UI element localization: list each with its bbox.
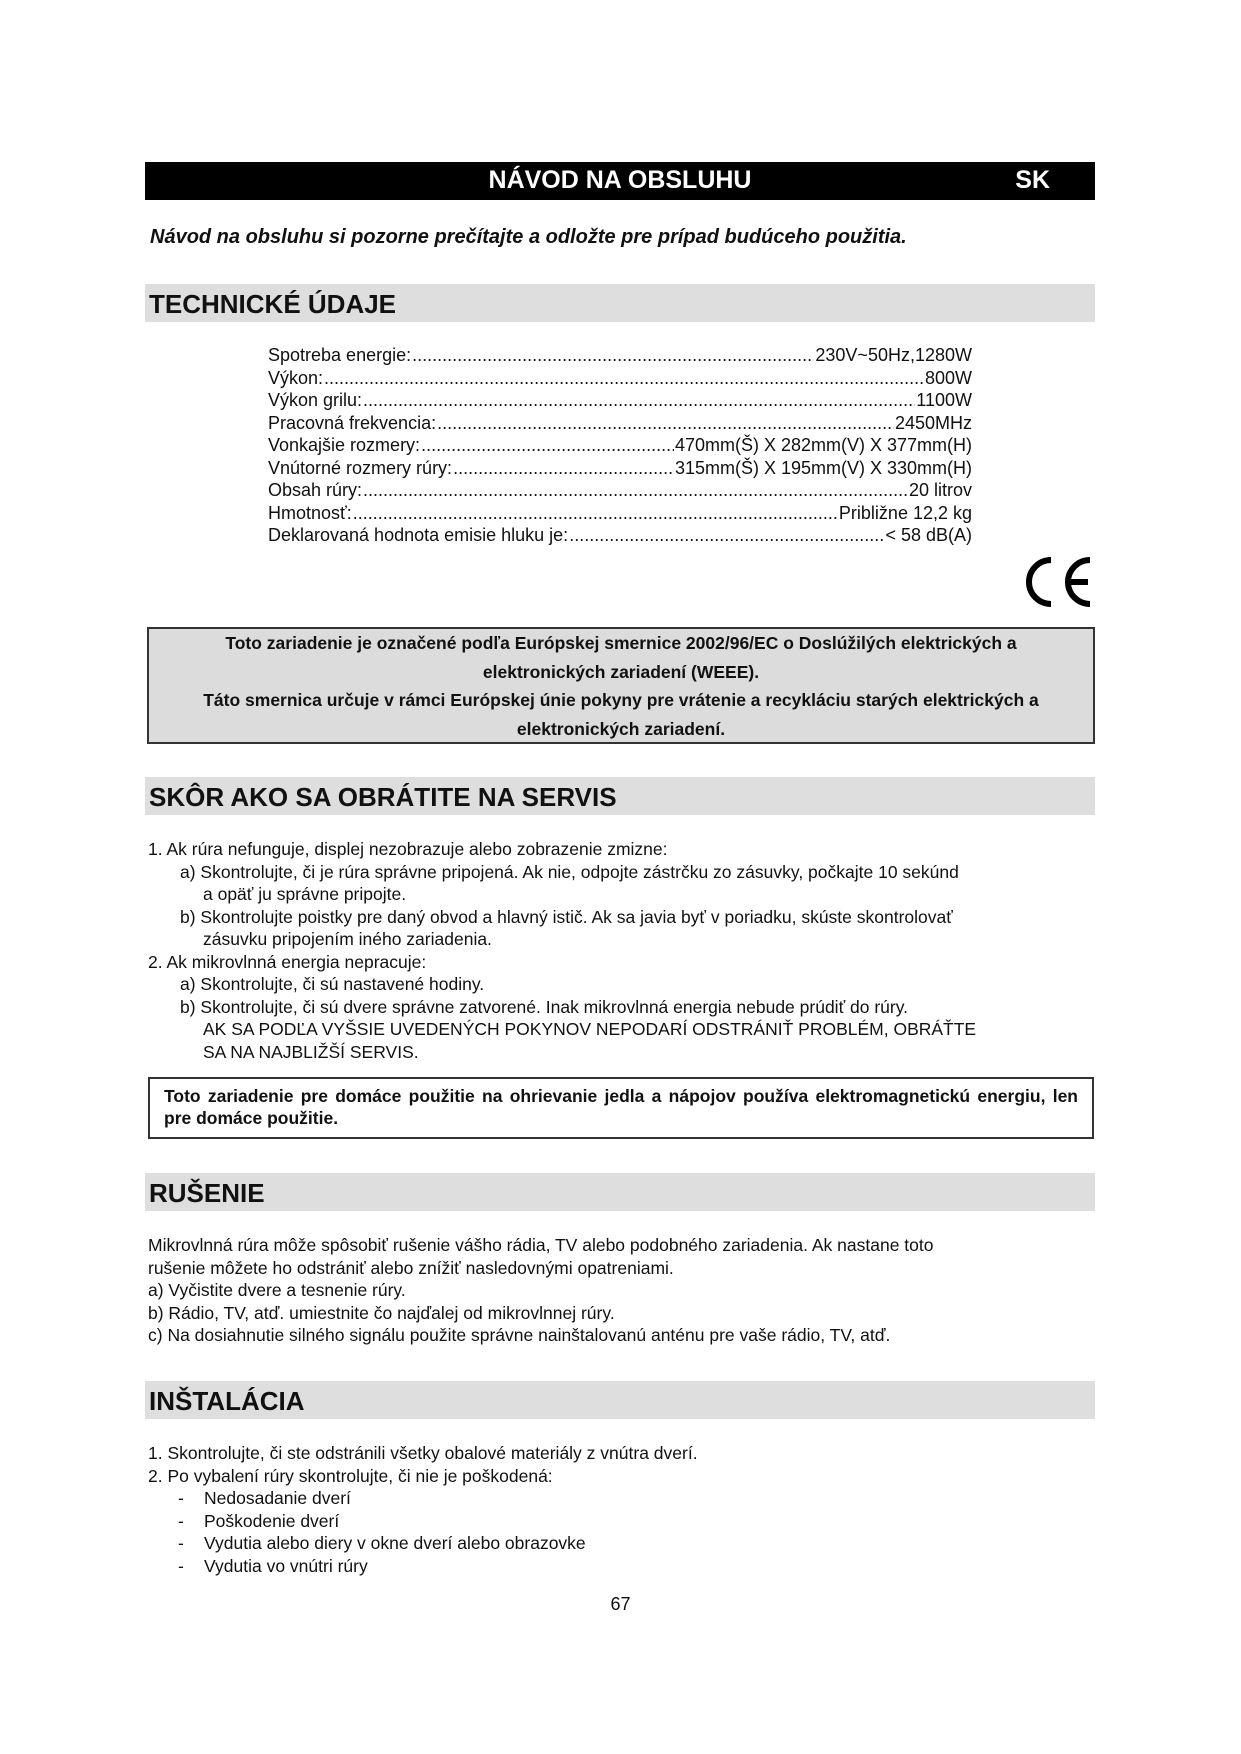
spec-label: Výkon grilu: [268, 390, 363, 410]
section-heading-text: RUŠENIE [149, 1178, 265, 1208]
spec-label: Deklarovaná hodnota emisie hluku je: [268, 525, 569, 545]
list-item-continuation: a opäť ju správne pripojte. [203, 884, 407, 904]
domestic-use-notice [148, 1077, 1094, 1139]
sub-list-text: Nedosadanie dverí [204, 1488, 351, 1508]
leader-dots [569, 524, 884, 547]
leader-dots [363, 389, 915, 412]
list-item-continuation: zásuvku pripojením iného zariadenia. [203, 929, 492, 949]
spec-value: 20 litrov [908, 480, 972, 500]
servis-list [148, 838, 1088, 1063]
spec-row [268, 479, 972, 502]
section-heading-text: INŠTALÁCIA [149, 1386, 305, 1416]
list-item: b) Rádio, TV, atď. umiestnite čo najďalej od mikrovlnnej rúry. [148, 1302, 615, 1323]
paragraph: rušenie môžete ho odstrániť alebo znížiť nasledovnými opatreniami. [148, 1257, 674, 1278]
language-code: SK [1015, 166, 1050, 194]
section-heading-text: TECHNICKÉ ÚDAJE [149, 289, 397, 319]
ce-mark-icon [1018, 552, 1094, 612]
section-heading-rusenie [145, 1173, 1095, 1211]
spec-label: Vnútorné rozmery rúry: [268, 457, 453, 478]
list-item: 2. Po vybalení rúry skontrolujte, či nie je poškodená: [148, 1465, 553, 1486]
weee-text-2: Táto smernica určuje v rámci Európskej únie pokyny pre vrátenie a recykláciu starých elektrických a elektronických zariadení. [203, 690, 1039, 739]
spec-row [268, 367, 972, 390]
spec-value: 470mm(Š) X 282mm(V) X 377mm(H) [674, 435, 972, 455]
section-heading-text: SKÔR AKO SA OBRÁTITE NA SERVIS [149, 782, 617, 812]
spec-row [268, 412, 972, 435]
list-item: 1. Skontrolujte, či ste odstránili všetky obalové materiály z vnútra dverí. [148, 1443, 698, 1463]
list-item-continuation: SA NA NAJBLIŽŠÍ SERVIS. [203, 1041, 419, 1062]
sub-list-text: Poškodenie dverí [204, 1510, 340, 1531]
spec-value: 230V~50Hz,1280W [815, 345, 972, 365]
spec-row [268, 344, 972, 367]
page-number: 67 [610, 1594, 631, 1614]
intro-note: Návod na obsluhu si pozorne prečítajte a odložte pre prípad budúceho použitia. [150, 226, 907, 248]
dash-bullet: - [178, 1488, 184, 1508]
spec-label: Vonkajšie rozmery: [268, 435, 421, 455]
rusenie-text [148, 1234, 1088, 1347]
sub-list-text: Vydutia alebo diery v okne dverí alebo obrazovke [204, 1533, 586, 1553]
weee-text-1: Toto zariadenie je označené podľa Európskej smernice 2002/96/EC o Doslúžilých elektrických a elektronických zariadení (WEEE). [225, 633, 1017, 682]
sub-list-item [148, 1555, 1088, 1578]
spec-row [268, 524, 972, 547]
sub-list-item [148, 1487, 1088, 1510]
spec-value: 315mm(Š) X 195mm(V) X 330mm(H) [674, 457, 972, 478]
list-item: b) Skontrolujte, či sú dvere správne zatvorené. Inak mikrovlnná energia nebude prúdiť do rúry. [180, 996, 909, 1017]
leader-dots [437, 412, 894, 435]
dash-bullet: - [178, 1510, 184, 1531]
spec-row [268, 502, 972, 525]
dash-bullet: - [178, 1555, 184, 1576]
paragraph: Mikrovlnná rúra môže spôsobiť rušenie vášho rádia, TV alebo podobného zariadenia. Ak nastane toto [148, 1235, 934, 1255]
spec-label: Výkon: [268, 367, 324, 388]
spec-value: Približne 12,2 kg [838, 502, 972, 523]
list-item: 2. Ak mikrovlnná energia nepracuje: [148, 951, 427, 972]
spec-label: Obsah rúry: [268, 480, 363, 500]
title-bar [145, 162, 1095, 200]
spec-table [268, 344, 972, 547]
leader-dots [421, 434, 674, 457]
spec-row [268, 434, 972, 457]
page-title: NÁVOD NA OBSLUHU [488, 166, 752, 194]
list-item: a) Vyčistite dvere a tesnenie rúry. [148, 1280, 406, 1300]
section-heading-servis [145, 777, 1095, 815]
leader-dots [453, 457, 674, 480]
spec-value: < 58 dB(A) [885, 525, 972, 545]
instalacia-list [148, 1442, 1088, 1577]
leader-dots [412, 344, 814, 367]
list-item: a) Skontrolujte, či sú nastavené hodiny. [180, 974, 485, 994]
domestic-use-text: Toto zariadenie pre domáce použitie na ohrievanie jedla a nápojov používa elektromagnetickú energiu, len pre domáce použitie. [164, 1086, 1078, 1128]
spec-value: 2450MHz [894, 412, 972, 433]
sub-list-text: Vydutia vo vnútri rúry [204, 1555, 368, 1576]
sub-list-item [148, 1510, 1088, 1533]
dash-bullet: - [178, 1533, 184, 1553]
section-heading-instalacia [145, 1381, 1095, 1419]
sub-list-item [148, 1532, 1088, 1555]
spec-label: Spotreba energie: [268, 345, 412, 365]
spec-label: Hmotnosť: [268, 502, 352, 523]
leader-dots [324, 367, 924, 390]
list-item: c) Na dosiahnutie silného signálu použite správne nainštalovanú anténu pre vaše rádio, TV, atď. [148, 1325, 891, 1345]
spec-value: 800W [924, 367, 972, 388]
spec-value: 1100W [916, 390, 972, 410]
leader-dots [363, 479, 908, 502]
spec-row [268, 389, 972, 412]
spec-label: Pracovná frekvencia: [268, 412, 437, 433]
list-item: b) Skontrolujte poistky pre daný obvod a hlavný istič. Ak sa javia byť v poriadku, skúste skontrolovať [180, 906, 953, 927]
list-item-continuation: AK SA PODĽA VYŠSIE UVEDENÝCH POKYNOV NEPODARÍ ODSTRÁNIŤ PROBLÉM, OBRÁŤTE [203, 1019, 977, 1039]
section-heading-technical [145, 284, 1095, 322]
list-item: a) Skontrolujte, či je rúra správne pripojená. Ak nie, odpojte zástrčku zo zásuvky, počkajte 10 sekúnd [180, 861, 959, 882]
leader-dots [353, 502, 838, 525]
weee-notice [147, 627, 1095, 744]
list-item: 1. Ak rúra nefunguje, displej nezobrazuje alebo zobrazenie zmizne: [148, 839, 668, 859]
spec-row [268, 457, 972, 480]
